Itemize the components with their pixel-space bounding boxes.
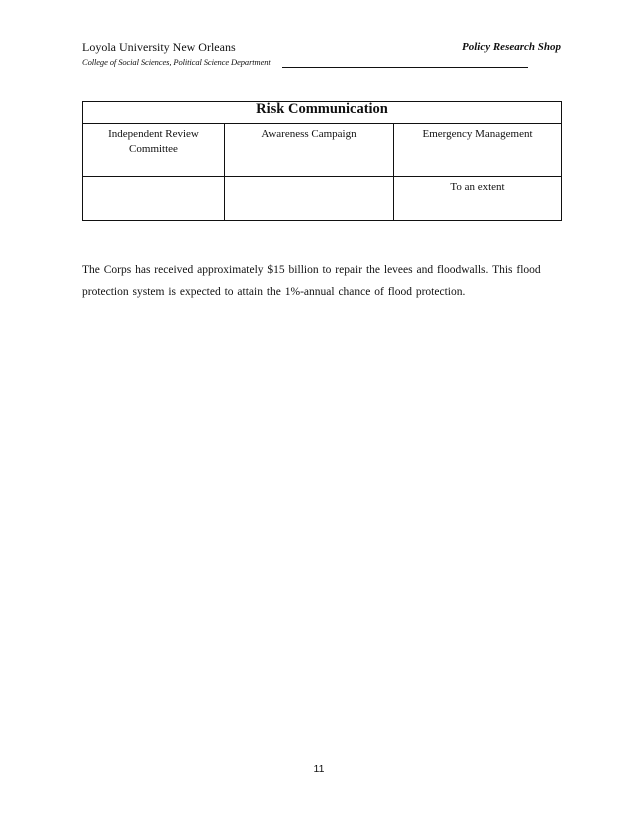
table-header-row xyxy=(83,124,562,177)
risk-communication-table xyxy=(82,101,562,221)
table-row xyxy=(83,177,562,221)
column-header-emergency-management: Emergency Management xyxy=(394,124,562,177)
body-paragraph: The Corps has received approximately $15 billion to repair the levees and floodwalls. This flood protection system is expected to attain the 1%-annual chance of flood protection. xyxy=(82,263,541,298)
shop-name: Policy Research Shop xyxy=(462,41,561,53)
column-header-awareness-campaign: Awareness Campaign xyxy=(225,124,394,177)
column-header-independent-review: Independent Review Committee xyxy=(83,124,225,177)
table-title-row xyxy=(83,102,562,124)
department-name: College of Social Sciences, Political Science Department xyxy=(82,57,271,67)
header-rule xyxy=(282,67,528,68)
cell-independent-review xyxy=(83,177,225,221)
page-number: 11 xyxy=(313,763,325,775)
cell-emergency-management: To an extent xyxy=(394,177,562,221)
cell-awareness-campaign xyxy=(225,177,394,221)
university-name: Loyola University New Orleans xyxy=(82,40,236,54)
table-title: Risk Communication xyxy=(83,102,562,124)
